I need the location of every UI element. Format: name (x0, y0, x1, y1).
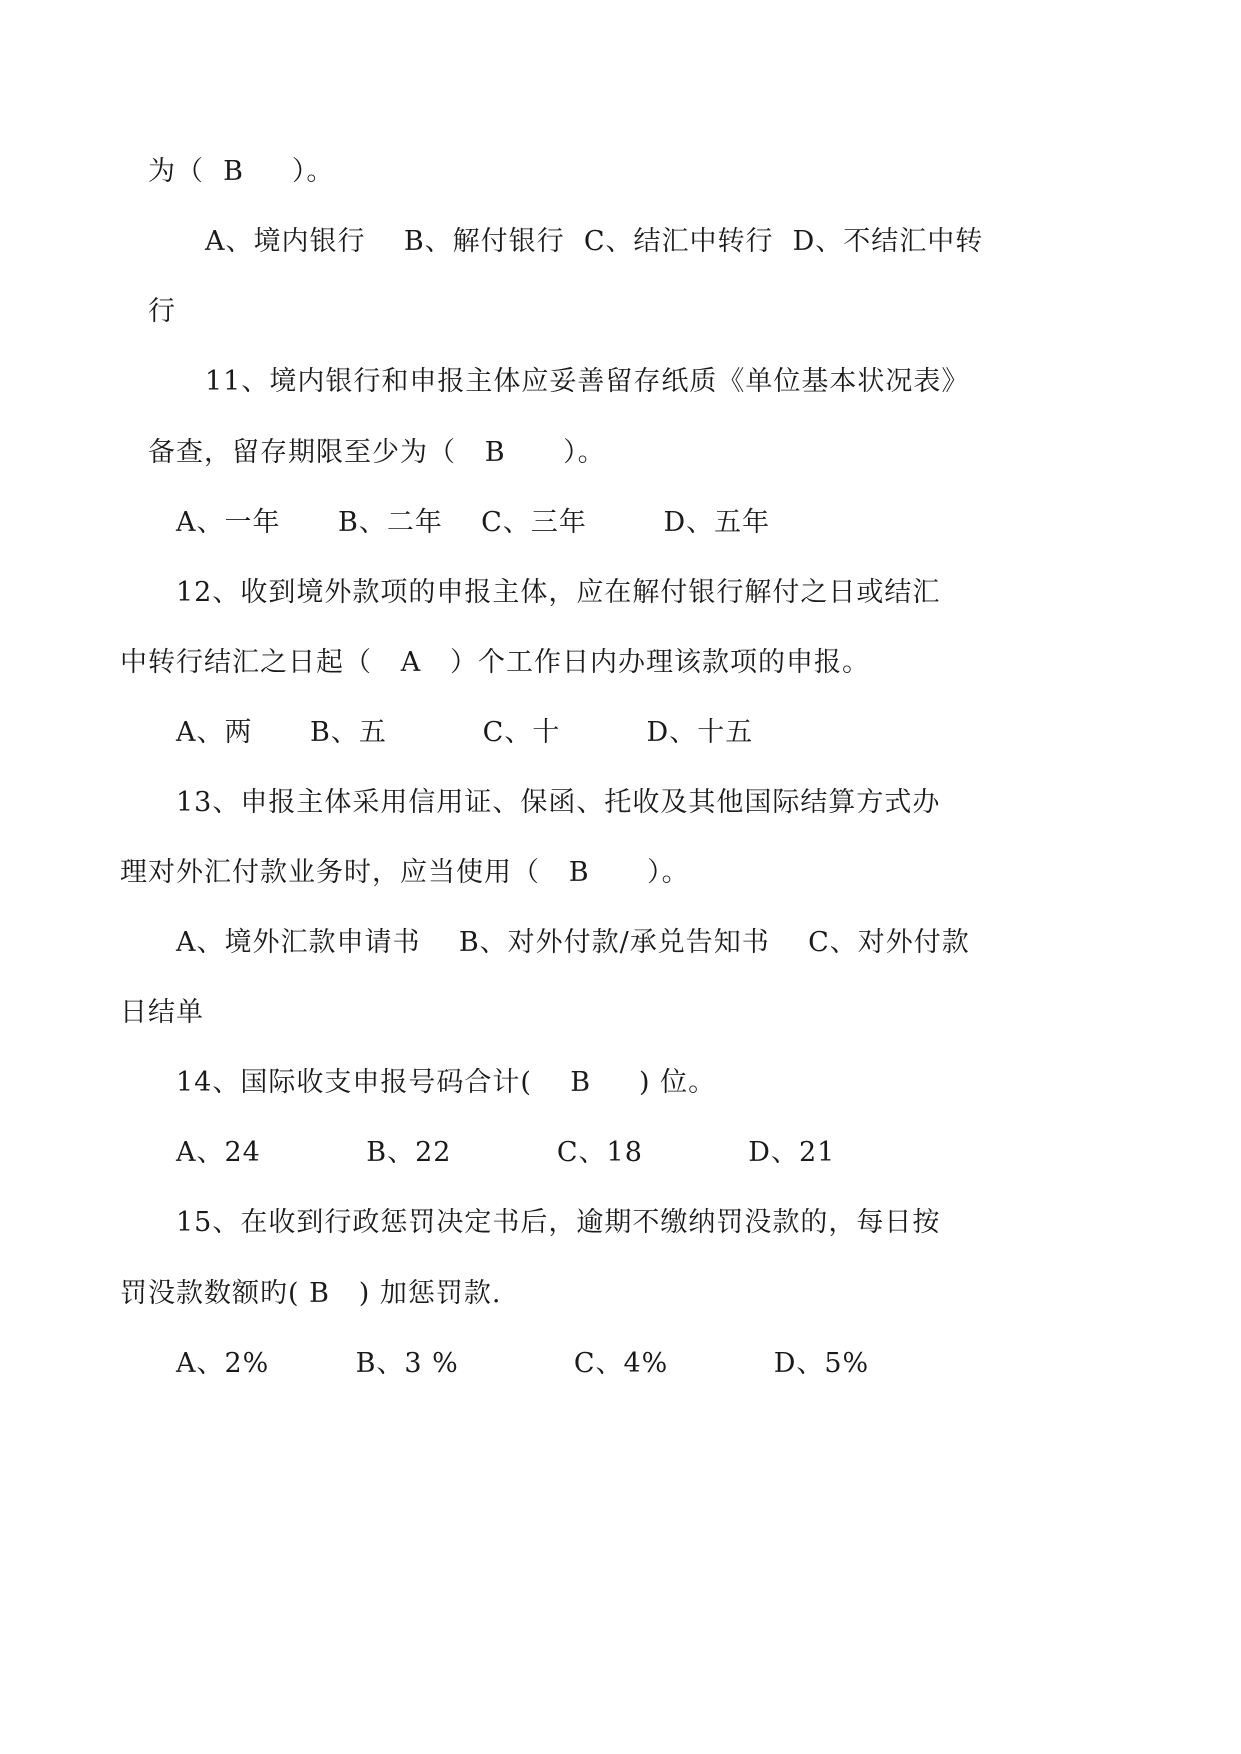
text-line: 理对外汇付款业务时，应当使用（ B ）。 (120, 857, 690, 888)
text-line: A、两 B、五 C、十 D、十五 (176, 717, 754, 748)
text-line: 备查，留存期限至少为（ B ）。 (148, 437, 606, 468)
text-line: A、一年 B、二年 C、三年 D、五年 (176, 507, 771, 538)
text-line: 中转行结汇之日起（ A ）个工作日内办理该款项的申报。 (120, 647, 870, 678)
text-line: A、24 B、22 C、18 D、21 (176, 1137, 836, 1168)
text-line: 13、申报主体采用信用证、保函、托收及其他国际结算方式办 (176, 787, 941, 818)
text-line: A、境内银行 B、解付银行 C、结汇中转行 D、不结汇中转 (205, 226, 984, 257)
text-line: 12、收到境外款项的申报主体，应在解付银行解付之日或结汇 (176, 577, 941, 608)
text-line: 为（ B ）。 (148, 156, 335, 187)
text-line: 11、境内银行和申报主体应妥善留存纸质《单位基本状况表》 (205, 366, 970, 397)
text-line: 罚没款数额旳( B ) 加惩罚款. (120, 1278, 502, 1309)
text-line: 行 (148, 296, 176, 327)
text-line: A、境外汇款申请书 B、对外付款/承兑告知书 C、对外付款 (176, 927, 970, 958)
text-line: 15、在收到行政惩罚决定书后，逾期不缴纳罚没款的，每日按 (176, 1207, 941, 1238)
text-line: A、2% B、3 % C、4% D、5% (176, 1348, 870, 1379)
text-line: 日结单 (120, 997, 204, 1028)
text-line: 14、国际收支申报号码合计( B ) 位。 (176, 1067, 717, 1098)
